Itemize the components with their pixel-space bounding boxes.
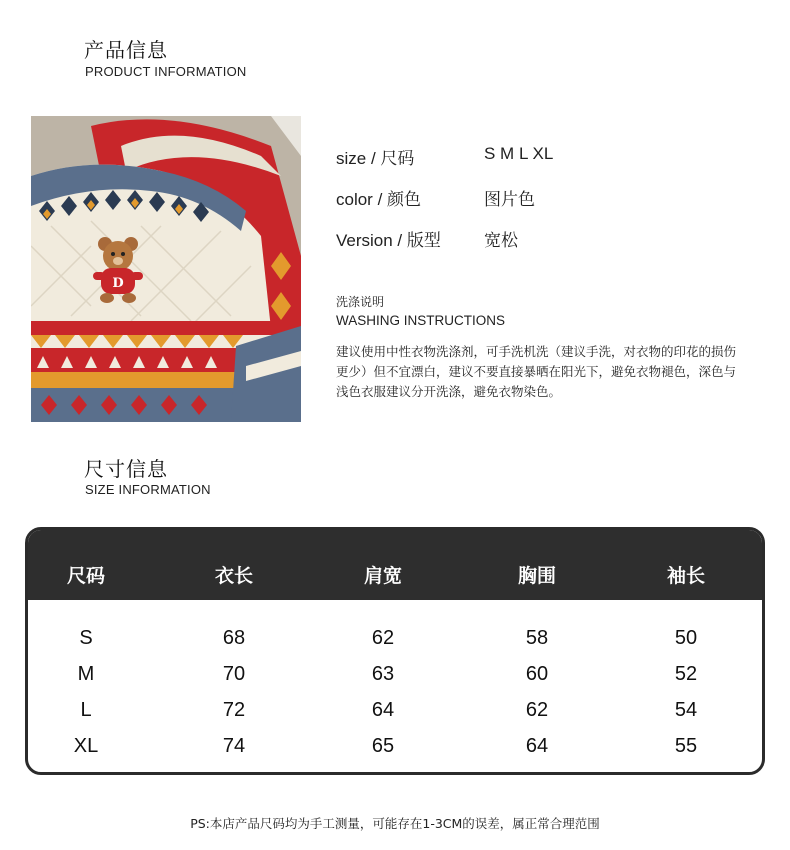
measurement-note: PS:本店产品尺码均为手工测量，可能存在1-3CM的误差，属正常合理范围	[190, 816, 600, 831]
table-cell: 62	[525, 699, 549, 721]
table-cell: 55	[674, 735, 698, 757]
washing-title: 洗涤说明	[336, 295, 385, 309]
table-cell: 54	[674, 699, 698, 721]
table-cell: 68	[222, 627, 246, 649]
badge-letter: D	[112, 276, 124, 291]
size-info-subtitle: SIZE INFORMATION	[85, 482, 211, 497]
product-info-subtitle: PRODUCT INFORMATION	[85, 64, 247, 79]
table-cell: 52	[674, 663, 698, 685]
table-cell: 63	[371, 663, 395, 685]
spec-key: Version / 版型	[336, 231, 441, 250]
washing-instructions: 建议使用中性衣物洗涤剂，可手洗机洗（建议手洗，对衣物的印花的损伤更少）但不宜漂白，建议不要直接暴晒在阳光下，避免衣物褪色，深色与浅色衣服建议分开洗涤，避免衣物染色。	[336, 344, 737, 399]
header-shoulder: 肩宽	[363, 565, 402, 587]
table-cell: 62	[371, 627, 395, 649]
table-cell: M	[77, 663, 95, 685]
table-cell: 74	[222, 735, 246, 757]
size-info-title: 尺寸信息	[84, 457, 168, 481]
table-cell: 70	[222, 663, 246, 685]
table-cell: 65	[371, 735, 395, 757]
spec-key: size / 尺码	[336, 149, 415, 168]
table-cell: 72	[222, 699, 246, 721]
washing-subtitle: WASHING INSTRUCTIONS	[336, 313, 506, 328]
table-cell: 64	[525, 735, 549, 757]
spec-value: 宽松	[484, 231, 518, 250]
product-info-title: 产品信息	[84, 38, 168, 62]
sweater-illustration	[31, 116, 301, 422]
table-cell: 50	[674, 627, 698, 649]
spec-value: 图片色	[484, 190, 535, 209]
product-photo	[31, 116, 301, 422]
table-cell: 58	[525, 627, 549, 649]
table-cell: 64	[371, 699, 395, 721]
table-cell: XL	[73, 735, 99, 757]
size-table	[25, 527, 765, 775]
size-table-header	[28, 530, 762, 600]
header-sleeve: 袖长	[666, 565, 705, 587]
header-chest: 胸围	[517, 565, 556, 587]
header-length: 衣长	[214, 565, 253, 587]
table-cell: 60	[525, 663, 549, 685]
table-cell: S	[79, 627, 93, 649]
header-size: 尺码	[66, 565, 105, 587]
spec-key: color / 颜色	[336, 190, 422, 209]
spec-value: S M L XL	[484, 144, 554, 163]
table-cell: L	[80, 699, 92, 721]
